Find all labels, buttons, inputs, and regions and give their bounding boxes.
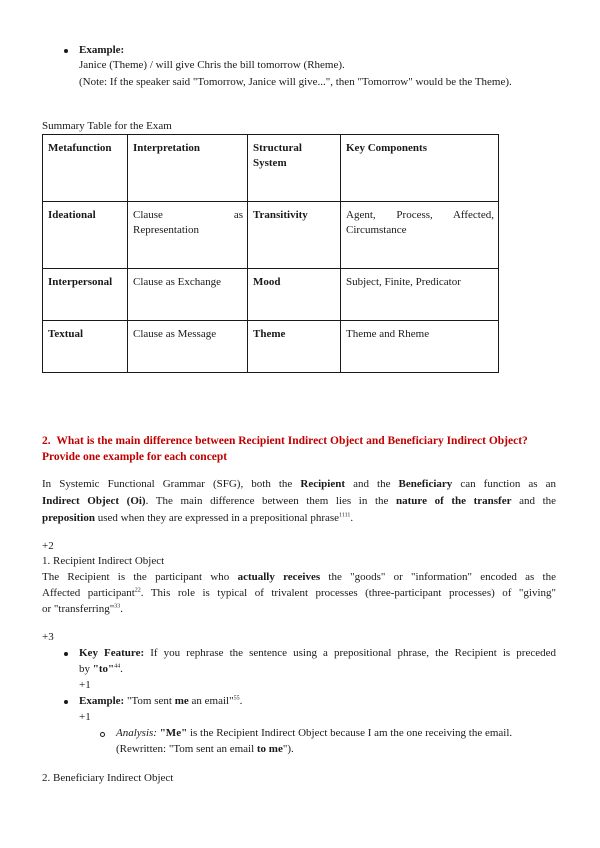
table-caption: Summary Table for the Exam xyxy=(42,120,172,132)
bullet-example-2 xyxy=(64,700,68,704)
table-cell: Interpersonal xyxy=(43,269,128,321)
table-header-cell: Interpretation xyxy=(128,135,248,202)
table-cell: Theme xyxy=(248,321,341,373)
table-cell: Agent, Process, Affected, Circumstance xyxy=(341,202,499,269)
question-heading-line-1: 2. What is the main difference between Recipient Indirect Object and Beneficiary Indirect Object? xyxy=(42,435,528,447)
marker-plus-1-a: +1 xyxy=(79,679,91,691)
table-cell: Clause as Exchange xyxy=(128,269,248,321)
question-heading-line-2: Provide one example for each concept xyxy=(42,451,228,463)
marker-plus-1-b: +1 xyxy=(79,711,91,723)
table-row xyxy=(43,202,499,269)
table-row xyxy=(43,321,499,373)
example-2-text: Example: "Tom sent me an email"$^{55}$. xyxy=(79,695,243,707)
table-cell: Ideational xyxy=(43,202,128,269)
table-cell: Theme and Rheme xyxy=(341,321,499,373)
intro-paragraph: In Systemic Functional Grammar (SFG), both the Recipient and the Beneficiary can function as an Indirect Object (Oi). The main difference between them lies in the nature of the transfer and the preposition used when they are expressed in a prepositional phrase$^{1111}$. xyxy=(42,478,557,524)
recipient-title: 1. Recipient Indirect Object xyxy=(42,555,165,567)
key-feature-text: Key Feature: If you rephrase the sentence using a prepositional phrase, the Recipient is preceded by "to"$^{44}$. xyxy=(79,647,556,675)
bullet-key-feature xyxy=(64,652,68,656)
beneficiary-title: 2. Beneficiary Indirect Object xyxy=(42,772,174,784)
example-1-line-1: Janice (Theme) / will give Chris the bill tomorrow (Rheme). xyxy=(79,59,345,71)
table-cell: Clause as Message xyxy=(128,321,248,373)
table-header-cell: Structural System xyxy=(248,135,341,202)
table-row xyxy=(43,269,499,321)
analysis-text: Analysis: "Me" is the Recipient Indirect Object because I am the one receiving the email. (Rewritten: "Tom sent an email to me"). xyxy=(116,727,513,755)
example-1-note: (Note: If the speaker said "Tomorrow, Janice will give...", then "Tomorrow" would be the Theme). xyxy=(79,76,512,88)
table-cell: Subject, Finite, Predicator xyxy=(341,269,499,321)
summary-table xyxy=(42,134,499,373)
table-header-cell: Key Components xyxy=(341,135,499,202)
table-cell: Textual xyxy=(43,321,128,373)
marker-plus-3: +3 xyxy=(42,631,54,643)
table-cell: Clause as Representation xyxy=(128,202,248,269)
table-header-row xyxy=(43,135,499,202)
table-cell: Mood xyxy=(248,269,341,321)
example-1-label: Example: xyxy=(79,44,125,56)
recipient-paragraph: The Recipient is the participant who actually receives the "goods" or "information" encoded as the Affected participant$^{22}$. This role is typical of trivalent processes (three-participant processes) of "giving" or "transferring"$^{33}$. xyxy=(42,571,556,615)
table-cell: Transitivity xyxy=(248,202,341,269)
marker-plus-2: +2 xyxy=(42,540,54,552)
bullet-analysis xyxy=(100,732,105,737)
bullet-example-1 xyxy=(64,49,68,53)
table-header-cell: Metafunction xyxy=(43,135,128,202)
